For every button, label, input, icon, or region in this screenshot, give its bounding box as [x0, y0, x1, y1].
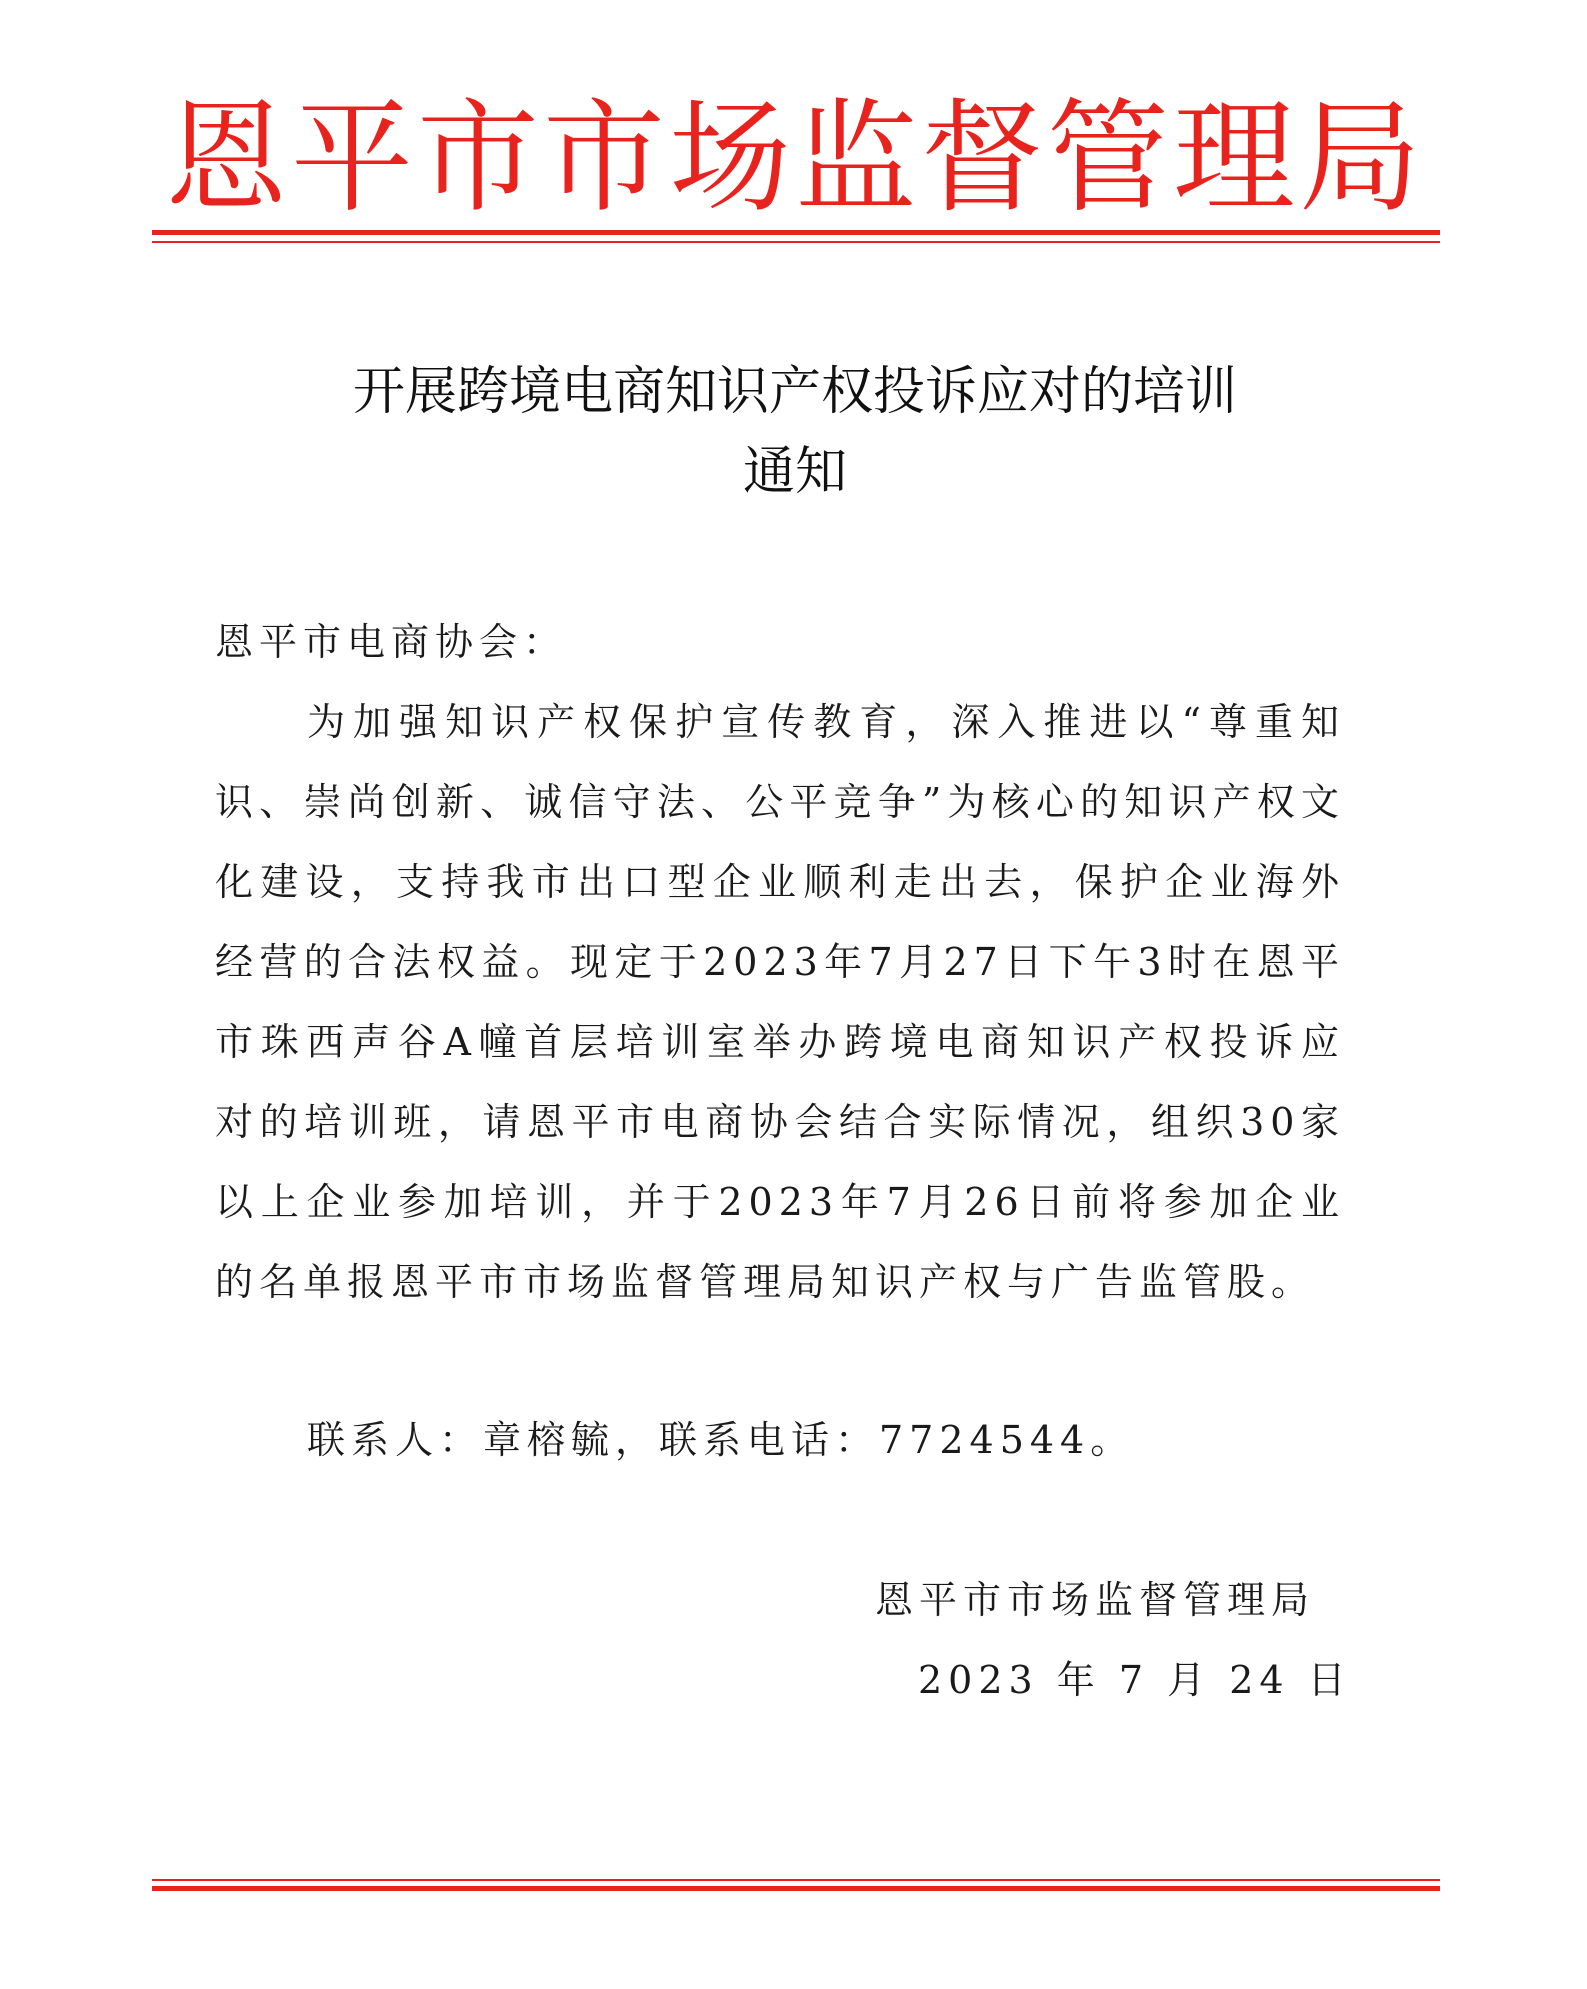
document-title-line-1: 开展跨境电商知识产权投诉应对的培训 — [352, 362, 1237, 422]
signature-organization: 恩平市市场监督管理局 — [875, 1578, 1316, 1622]
contact-info: 联系人：章榕毓，联系电话：7724544。 — [307, 1418, 1135, 1462]
document-title — [150, 352, 1440, 512]
masthead-title: 恩平市市场监督管理局 — [165, 87, 1425, 229]
addressee: 恩平市电商协会： — [215, 620, 568, 664]
masthead-rule-thin — [152, 241, 1440, 243]
footer-rule-thin — [152, 1879, 1440, 1881]
masthead-rule-thick — [152, 230, 1440, 235]
body-paragraph: 为加强知识产权保护宣传教育，深入推进以“尊重知识、崇尚创新、诚信守法、公平竞争”为核心的知识产权文化建设，支持我市出口型企业顺利走出去，保护企业海外经营的合法权益。现定于2023年7月27日下午3时在恩平市珠西声谷A幢首层培训室举办跨境电商知识产权投诉应对的培训班，请恩平市电商协会结合实际情况，组织30家以上企业参加培训，并于2023年7月26日前将参加企业的名单报恩平市市场监督管理局知识产权与广告监管股。 — [215, 700, 1345, 1304]
signature-date: 2023 年 7 月 24 日 — [918, 1658, 1352, 1702]
footer-rule-thick — [152, 1886, 1440, 1891]
document-title-line-2: 通知 — [742, 442, 847, 502]
